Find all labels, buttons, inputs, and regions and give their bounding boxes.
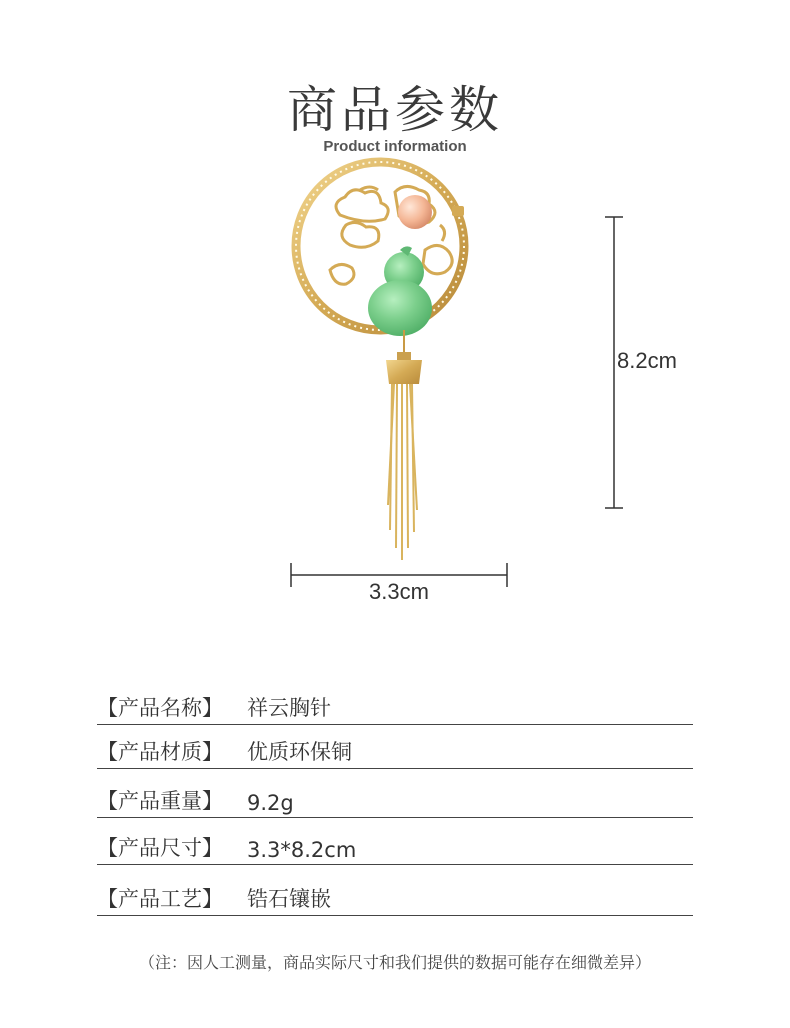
height-label: 8.2cm	[617, 348, 677, 373]
spec-row-weight	[97, 783, 693, 818]
tassel	[386, 330, 422, 560]
spec-row-name	[97, 690, 693, 725]
width-label: 3.3cm	[369, 579, 429, 604]
page-subtitle: Product information	[323, 138, 467, 155]
spec-value: 祥云胸针	[247, 696, 331, 720]
spec-value: 9.2g	[247, 791, 294, 815]
spec-key: 【产品材质】	[97, 740, 223, 764]
spec-row-material	[97, 734, 693, 769]
spec-value: 3.3*8.2cm	[247, 838, 357, 862]
pearl	[398, 195, 432, 229]
spec-key: 【产品名称】	[97, 696, 223, 720]
spec-value: 优质环保铜	[247, 740, 352, 764]
spec-key: 【产品重量】	[97, 789, 223, 813]
pin-clasp	[452, 206, 464, 216]
spec-row-craft	[97, 881, 693, 916]
spec-key: 【产品工艺】	[97, 887, 223, 911]
spec-key: 【产品尺寸】	[97, 836, 223, 860]
measurement-disclaimer: （注：因人工测量，商品实际尺寸和我们提供的数据可能存在细微差异）	[138, 953, 651, 972]
spec-value: 锆石镶嵌	[247, 887, 331, 911]
spec-row-size	[97, 830, 693, 865]
page-title: 商品参数	[287, 81, 503, 139]
